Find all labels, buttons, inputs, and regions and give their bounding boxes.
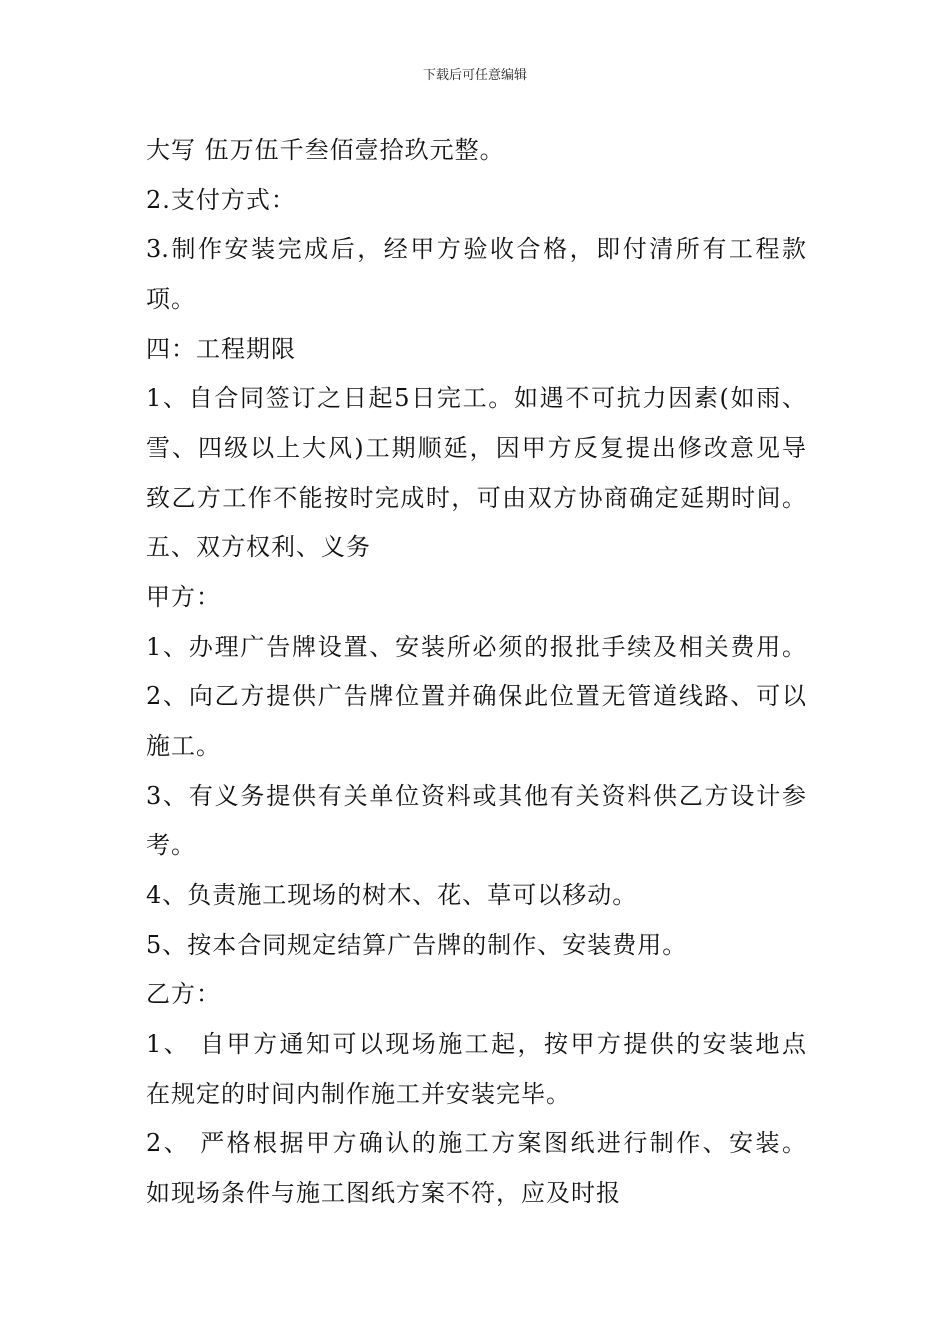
text-line: 1、办理广告牌设置、安装所必须的报批手续及相关费用。: [146, 633, 806, 661]
text-line: 4、负责施工现场的树木、花、草可以移动。: [146, 881, 638, 909]
text-line: 在规定的时间内制作施工并安装完毕。: [146, 1080, 571, 1108]
text-line: 1、自合同签订之日起5日完工。如遇不可抗力因素(如雨、: [146, 384, 806, 412]
party-label: 甲方：: [146, 583, 221, 611]
text-line: 考。: [146, 831, 196, 859]
text-line: 项。: [146, 285, 196, 313]
text-line: 如现场条件与施工图纸方案不符，应及时报: [146, 1179, 621, 1207]
section-heading: 四：工程期限: [146, 335, 296, 363]
text-line: 致乙方工作不能按时完成时，可由双方协商确定延期时间。: [146, 484, 806, 512]
text-line: 3.制作安装完成后，经甲方验收合格，即付清所有工程款: [146, 235, 806, 263]
text-line: 5、按本合同规定结算广告牌的制作、安装费用。: [146, 931, 688, 959]
text-line: 3、有义务提供有关单位资料或其他有关资料供乙方设计参: [146, 782, 806, 810]
page-header: 下载后可任意编辑: [422, 68, 527, 83]
text-line: 2.支付方式：: [146, 186, 296, 214]
text-line: 2、 严格根据甲方确认的施工方案图纸进行制作、安装。: [146, 1129, 806, 1157]
text-line: 1、 自甲方通知可以现场施工起，按甲方提供的安装地点: [146, 1030, 806, 1058]
text-line: 雪、四级以上大风)工期顺延，因甲方反复提出修改意见导: [146, 434, 806, 462]
text-line: 施工。: [146, 732, 221, 760]
text-line: 2、向乙方提供广告牌位置并确保此位置无管道线路、可以: [146, 682, 806, 710]
section-heading: 五、双方权利、义务: [146, 533, 371, 561]
text-line: 大写 伍万伍千叁佰壹拾玖元整。: [146, 136, 505, 164]
party-label: 乙方：: [146, 980, 221, 1008]
